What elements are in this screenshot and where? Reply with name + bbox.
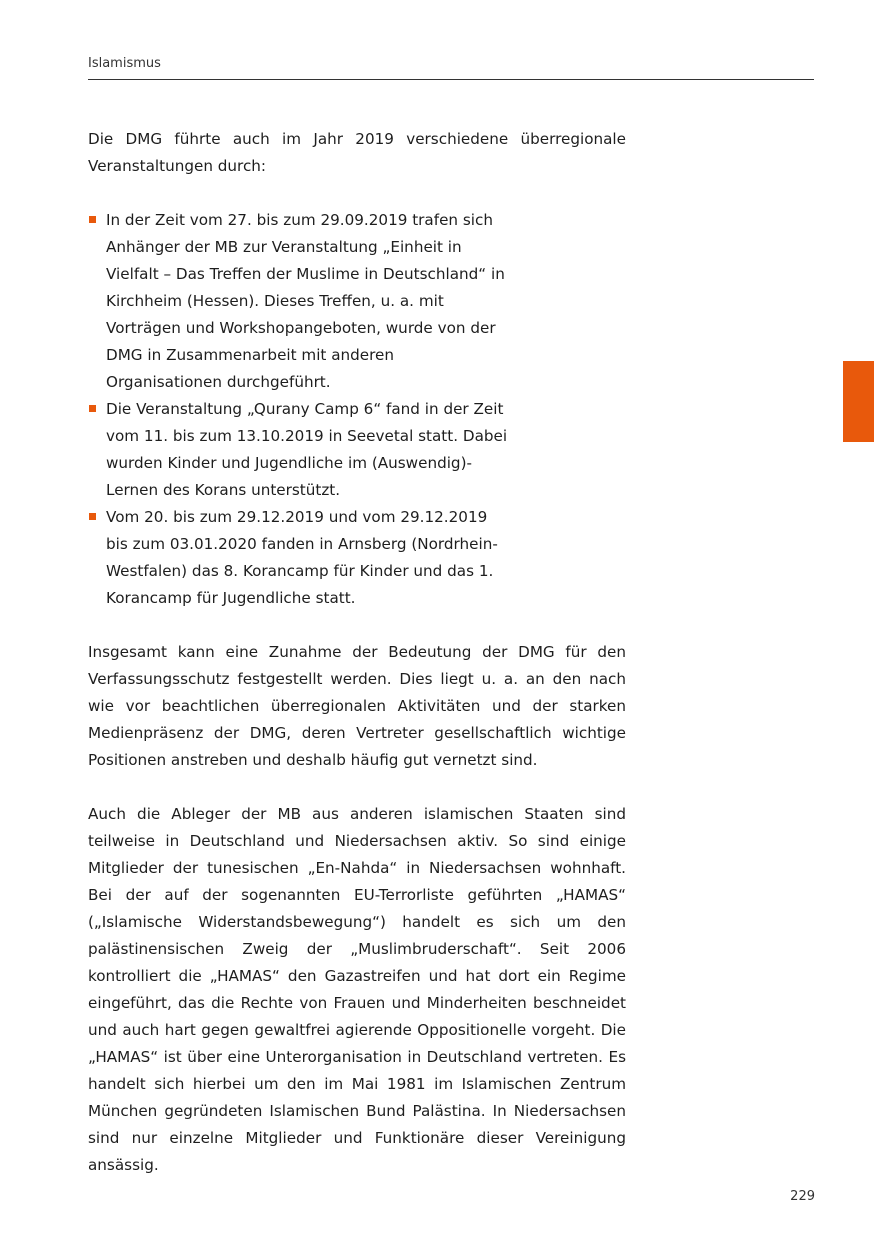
list-item-text: Vom 20. bis zum 29.12.2019 und vom 29.12.2019 bis zum 03.01.2020 fanden in Arnsberg (Nordrhein-Westfalen) das 8. Korancamp für Kinder und das 1. Korancamp für Jugendliche statt. xyxy=(106,508,498,607)
intro-paragraph: Die DMG führte auch im Jahr 2019 verschiedene überregionale Veranstaltungen durch: xyxy=(88,130,626,175)
event-list xyxy=(88,207,508,612)
square-bullet-icon xyxy=(89,513,96,520)
running-header: Islamismus xyxy=(88,56,161,71)
list-item xyxy=(88,207,508,396)
list-item xyxy=(88,396,508,504)
page-number: 229 xyxy=(790,1189,815,1204)
header-divider xyxy=(88,79,814,80)
list-item-text: In der Zeit vom 27. bis zum 29.09.2019 trafen sich Anhänger der MB zur Veranstaltung „Einheit in Vielfalt – Das Treffen der Muslime in Deutschland“ in Kirchheim (Hessen). Dieses Treffen, u. a. mit Vorträgen und Workshopangeboten, wurde von der DMG in Zusammenarbeit mit anderen Organisationen durchgeführt. xyxy=(106,211,505,391)
list-item-text: Die Veranstaltung „Qurany Camp 6“ fand in der Zeit vom 11. bis zum 13.10.2019 in Seevetal statt. Dabei wurden Kinder und Jugendliche im (Auswendig)-Lernen des Korans unterstützt. xyxy=(106,400,508,499)
main-content xyxy=(88,126,626,1179)
body-paragraph: Insgesamt kann eine Zunahme der Bedeutung der DMG für den Verfassungsschutz festgestellt werden. Dies liegt u. a. an den nach wie vor beachtlichen überregionalen Aktivitäten und der starken Medienpräsenz der DMG, deren Vertreter gesellschaftlich wichtige Positionen anstreben und deshalb häufig gut vernetzt sind. xyxy=(88,643,626,769)
square-bullet-icon xyxy=(89,405,96,412)
list-item xyxy=(88,504,508,612)
chapter-tab-marker xyxy=(843,361,874,442)
body-paragraph: Auch die Ableger der MB aus anderen islamischen Staaten sind teilweise in Deutschland und Niedersachsen aktiv. So sind einige Mitglieder der tunesischen „En-Nahda“ in Niedersachsen wohnhaft. Bei der auf der sogenannten EU-Terrorliste geführten „HAMAS“ („Islamische Widerstandsbewegung“) handelt es sich um den palästinensischen Zweig der „Muslimbruderschaft“. Seit 2006 kontrolliert die „HAMAS“ den Gazastreifen und hat dort ein Regime eingeführt, das die Rechte von Frauen und Minderheiten beschneidet und auch hart gegen gewaltfrei agierende Oppositionelle vorgeht. Die „HAMAS“ ist über eine Unterorganisation in Deutschland vertreten. Es handelt sich hierbei um den im Mai 1981 im Islamischen Zentrum München gegründeten Islamischen Bund Palästina. In Niedersachsen sind nur einzelne Mitglieder und Funktionäre dieser Vereinigung ansässig. xyxy=(88,805,626,1174)
square-bullet-icon xyxy=(89,216,96,223)
